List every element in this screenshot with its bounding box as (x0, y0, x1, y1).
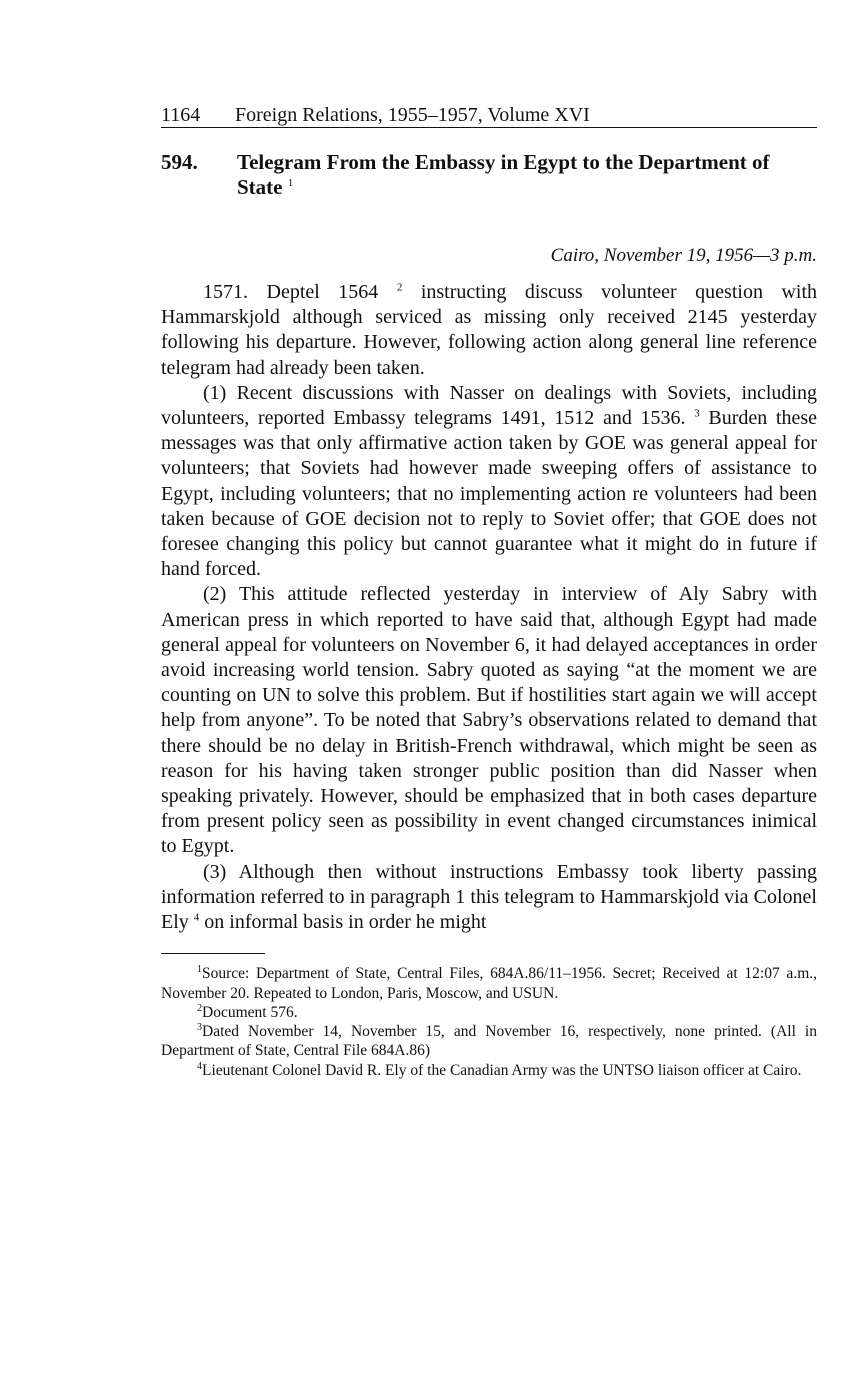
paragraph-text: (1) Recent discussions with Nasser on dealings with Soviets, including volunteers, reported Embassy telegrams 1491, 1512 and 1536. (161, 381, 817, 430)
page-number: 1164 (161, 104, 201, 126)
paragraph: (2) This attitude reflected yesterday in interview of Aly Sabry with American press in which reported to have said that, although Egypt had made general appeal for volunteers on November 6, it had delayed acceptances in order avoid increasing world tension. Sabry quoted as saying “at the moment we are counting on UN to solve this problem. But if hostilities start again we will accept help from anyone”. To be noted that Sabry’s observations related to demand that there should be no delay in British-French withdrawal, which might be seen as reason for his having taken stronger public position than did Nasser when speaking privately. However, should be emphasized that in both cases departure from present policy seen as possibility in event changed circumstances inimical to Egypt. (161, 583, 817, 858)
footnote-ref: 1 (287, 177, 294, 189)
document-number: 594. (161, 150, 198, 174)
footnote-ref: 4 (193, 911, 200, 924)
paragraph (161, 280, 817, 381)
footnote-text: Dated November 14, November 15, and November 16, respectively, none printed. (All in Department of State, Central File 684A.86) (161, 1023, 817, 1060)
paragraph-text: (3) Although then without instructions Embassy took liberty passing information referred to in paragraph 1 this telegram to Hammarskjold via Colonel Ely (161, 860, 817, 934)
footnote-text: Lieutenant Colonel David R. Ely of the Canadian Army was the UNTSO liaison officer at Cairo. (202, 1061, 802, 1079)
paragraph (161, 381, 817, 583)
paragraph-text: on informal basis in order he might (199, 911, 487, 934)
footnote-text: Source: Department of State, Central Files, 684A.86/11–1956. Secret; Received at 12:07 a.m., November 20. Repeated to London, Paris, Moscow, and USUN. (161, 965, 817, 1002)
footnote-text: Document 576. (202, 1003, 298, 1021)
running-header (161, 102, 817, 128)
paragraph-text: Burden these messages was that only affirmative action taken by GOE was general appeal for volunteers; that Soviets had however made sweeping offers of assistance to Egypt, including volunteers; that no implementing action re volunteers had been taken because of GOE decision not to reply to Soviet offer; that GOE does not foresee changing this policy but cannot guarantee what it might do in future if hand forced. (161, 407, 818, 581)
footnote-ref: 3 (694, 407, 700, 420)
document-title: Telegram From the Embassy in Egypt to the Department of State (237, 150, 770, 199)
paragraph-text: 1571. Deptel 1564 (203, 281, 379, 303)
document-heading (161, 150, 817, 200)
document-page (161, 102, 817, 1080)
running-title: Foreign Relations, 1955–1957, Volume XVI (235, 104, 590, 126)
document-title-block (237, 150, 817, 200)
footnote (161, 1061, 817, 1080)
footnote-ref: 2 (396, 281, 403, 294)
footnote-mark: 1 (197, 964, 202, 976)
footnote-mark: 4 (197, 1060, 202, 1072)
footnote (161, 1003, 817, 1022)
footnotes (161, 964, 817, 1080)
footnote-mark: 2 (197, 1002, 202, 1014)
telegram-body (161, 280, 817, 935)
footnote-mark: 3 (197, 1022, 202, 1034)
footnote-divider (161, 953, 265, 954)
dateline: Cairo, November 19, 1956—3 p.m. (550, 245, 817, 266)
paragraph (161, 860, 817, 936)
paragraph-text: instructing discuss volunteer question with Hammarskjold although serviced as missing only received 2145 yesterday following his departure. However, following action along general line reference telegram had already been taken. (161, 281, 817, 379)
footnote (161, 1022, 817, 1061)
footnote (161, 964, 817, 1003)
